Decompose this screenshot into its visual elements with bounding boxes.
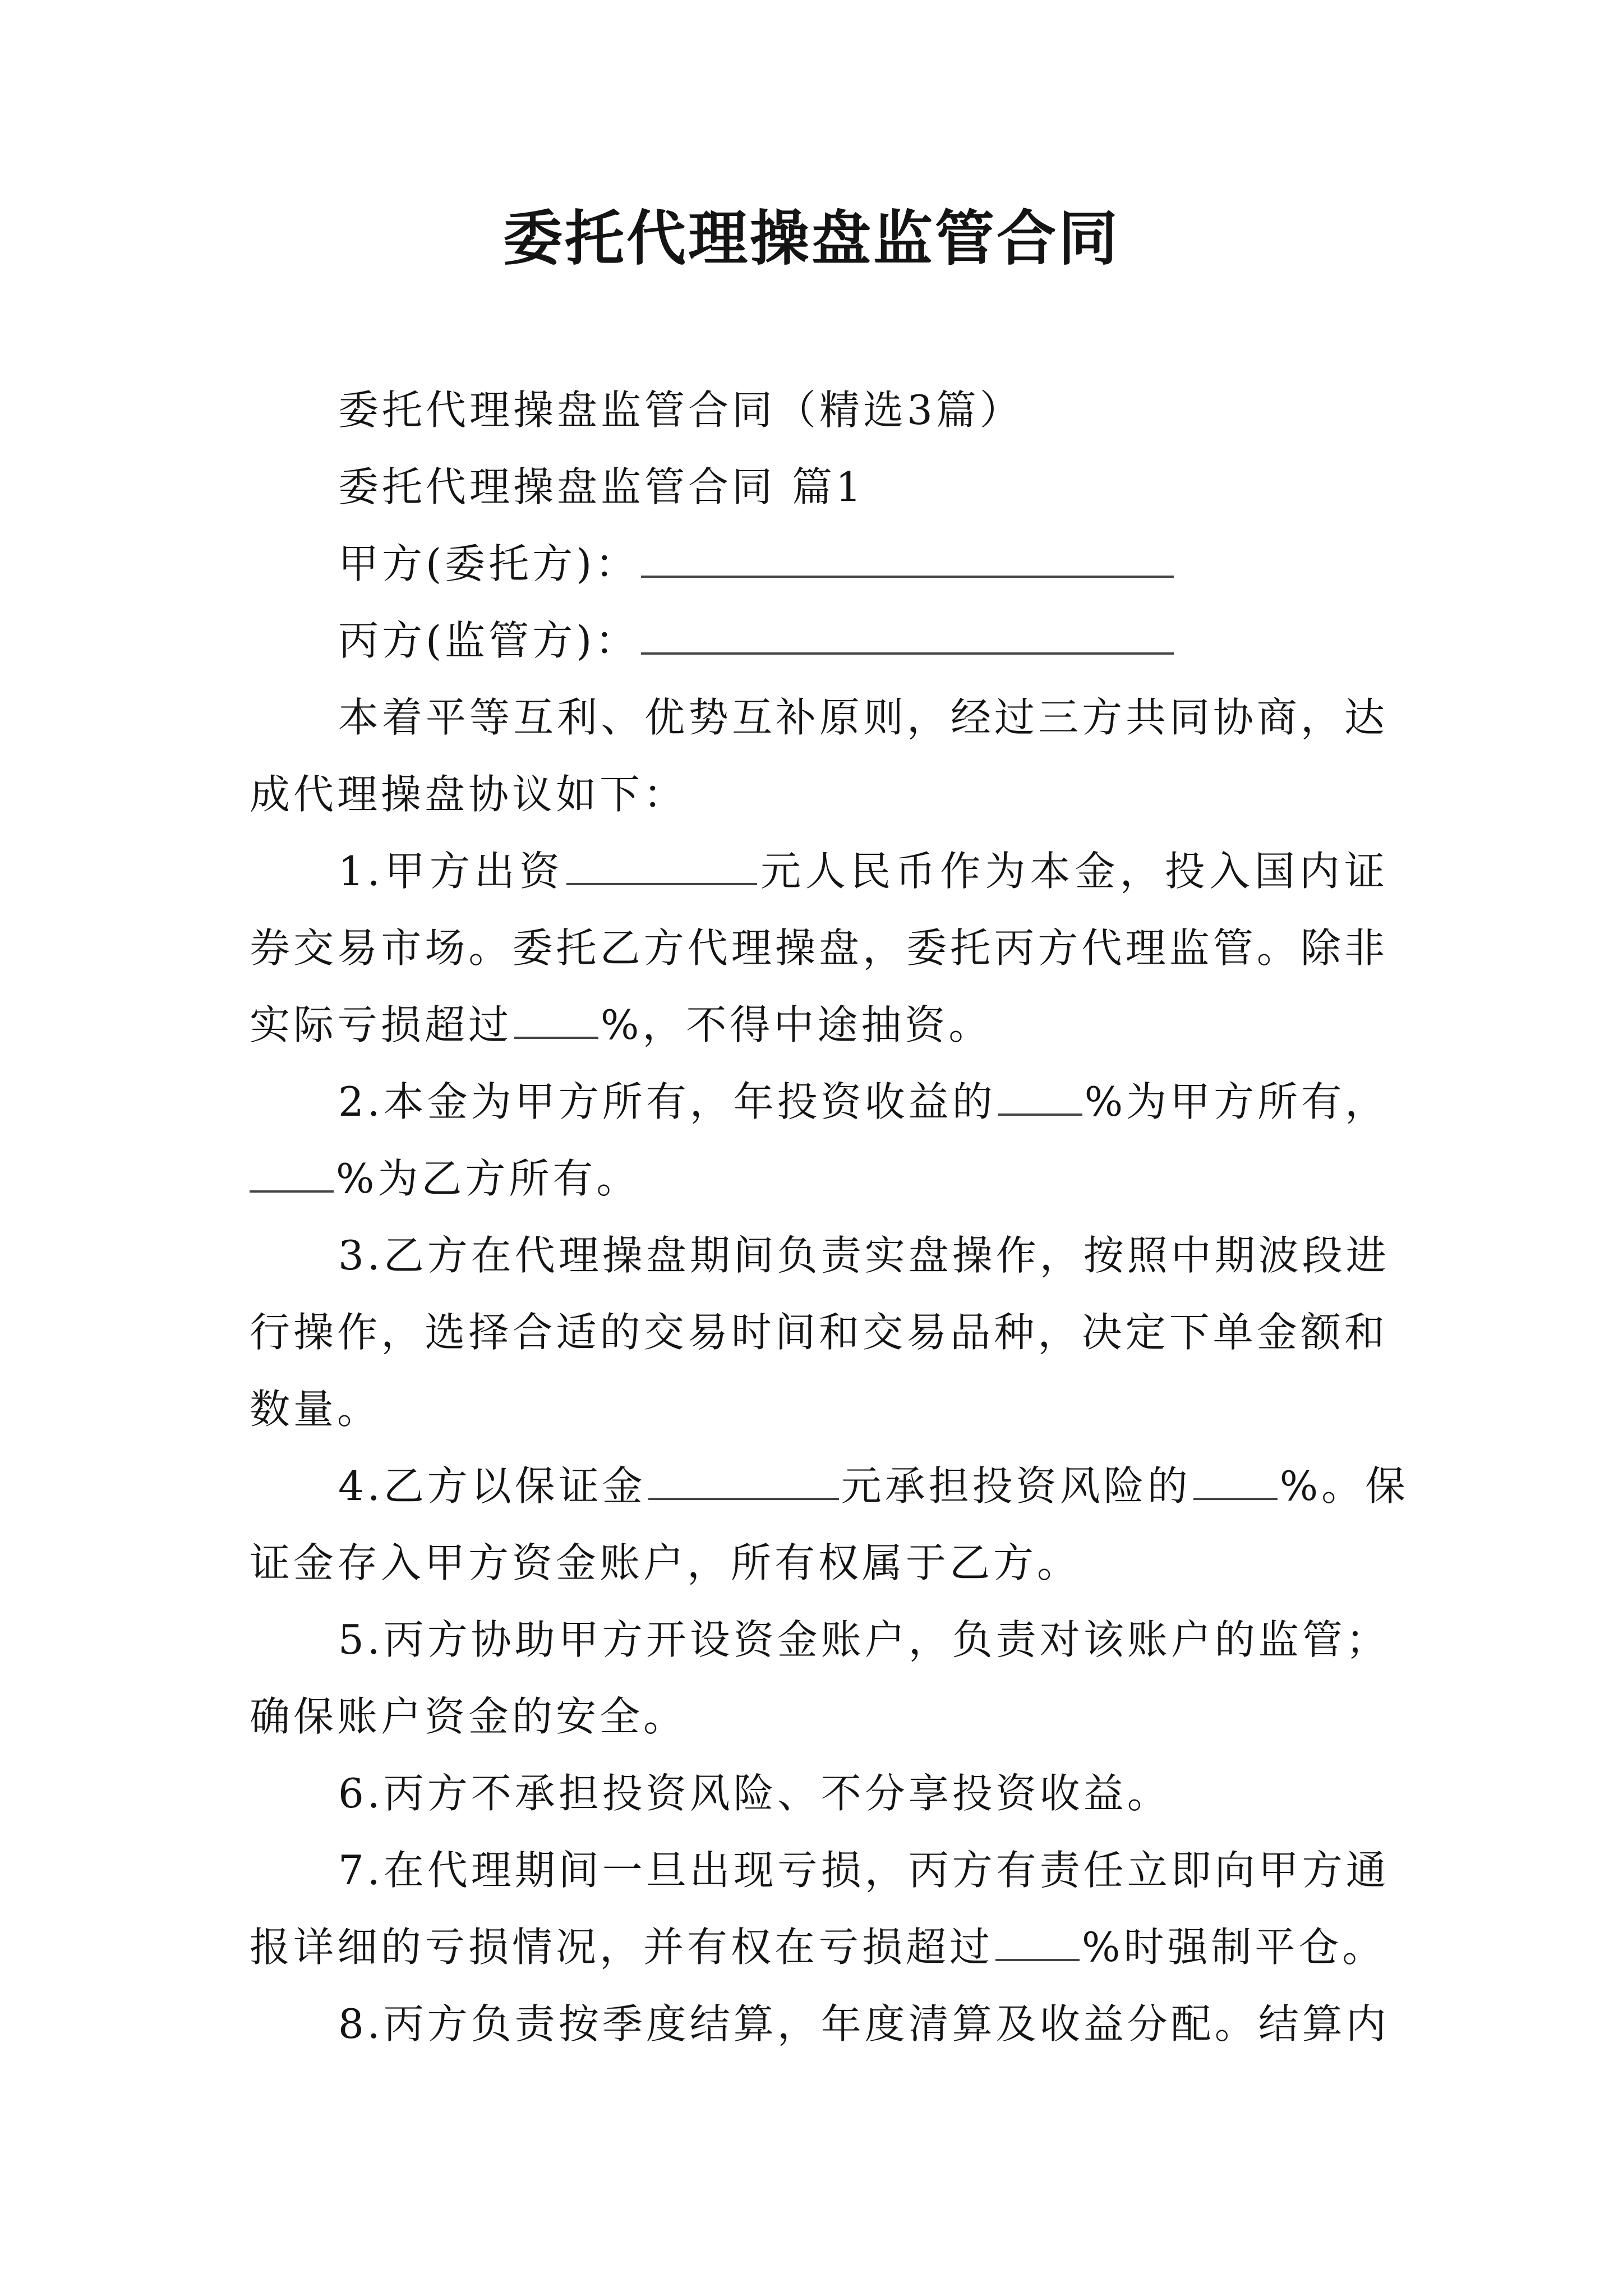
- clause-5-line-1: 5.丙方协助甲方开设资金账户，负责对该账户的监管；: [338, 1616, 1390, 1663]
- clause-2-line-2: [250, 1140, 1388, 1217]
- subtitle: 委托代理操盘监管合同（精选3篇）: [338, 386, 1023, 434]
- party-c-label: 丙方(监管方)：: [338, 617, 639, 664]
- section-heading: 委托代理操盘监管合同 篇1: [338, 463, 865, 510]
- clause-7-text-b: %时强制平仓。: [1082, 1924, 1386, 1971]
- deposit-amount-blank: [648, 1465, 839, 1500]
- party-a-share-blank: [998, 1081, 1082, 1116]
- clause-1-text-b: 元人民币作为本金，投入国内证: [759, 848, 1388, 895]
- clause-6: 6.丙方不承担投资风险、不分享投资收益。: [338, 1770, 1171, 1817]
- clause-5-line-2: 确保账户资金的安全。: [250, 1693, 688, 1740]
- document-title: 委托代理操盘监管合同: [503, 203, 1120, 273]
- party-c-line: [250, 602, 1388, 679]
- clause-3-line-3: 数量。: [250, 1386, 381, 1433]
- clause-1-text-a: 1.甲方出资: [338, 848, 565, 895]
- clause-4-text-c: %。保: [1279, 1462, 1409, 1510]
- clause-1-text-d: %，不得中途抽资。: [601, 1001, 993, 1048]
- loss-limit-blank: [514, 1004, 598, 1039]
- party-c-blank: [641, 620, 1174, 655]
- party-a-label: 甲方(委托方)：: [338, 540, 639, 587]
- clause-2-text-c: %为乙方所有。: [336, 1155, 640, 1202]
- clause-1-line-2: 券交易市场。委托乙方代理操盘，委托丙方代理监管。除非: [250, 924, 1388, 972]
- clause-4-line-2: 证金存入甲方资金账户，所有权属于乙方。: [250, 1539, 1081, 1586]
- clause-7-line-1: 7.在代理期间一旦出现亏损，丙方有责任立即向甲方通: [338, 1847, 1390, 1894]
- risk-share-blank: [1193, 1465, 1278, 1500]
- clause-7-text-a: 报详细的亏损情况，并有权在亏损超过: [250, 1924, 994, 1971]
- clause-4-text-b: 元承担投资风险的: [841, 1462, 1191, 1510]
- clause-4-text-a: 4.乙方以保证金: [338, 1462, 646, 1510]
- clause-2-text-a: 2.本金为甲方所有，年投资收益的: [338, 1078, 996, 1125]
- clause-8-line-1: 8.丙方负责按季度结算，年度清算及收益分配。结算内: [338, 2000, 1390, 2047]
- clause-7-line-2: [250, 1909, 1388, 1986]
- document-body: [250, 372, 1409, 2063]
- clause-2-text-b: %为甲方所有，: [1084, 1078, 1389, 1125]
- intro-line-1: 本着平等互利、优势互补原则，经过三方共同协商，达: [338, 694, 1389, 741]
- clause-2-line-1: [250, 1064, 1388, 1140]
- intro-line-2: 成代理操盘协议如下：: [250, 771, 688, 818]
- party-a-line: [250, 526, 1388, 602]
- party-b-share-blank: [250, 1158, 334, 1193]
- clause-3-line-2: 行操作，选择合适的交易时间和交易品种，决定下单金额和: [250, 1309, 1388, 1356]
- clause-1-line-3: [250, 987, 1388, 1064]
- party-a-blank: [641, 543, 1174, 578]
- forced-close-blank: [995, 1926, 1080, 1961]
- clause-4-line-1: [250, 1448, 1409, 1525]
- clause-1-line-1: [250, 833, 1388, 910]
- clause-3-line-1: 3.乙方在代理操盘期间负责实盘操作，按照中期波段进: [338, 1232, 1390, 1279]
- capital-amount-blank: [566, 850, 757, 885]
- clause-1-text-c: 实际亏损超过: [250, 1001, 513, 1048]
